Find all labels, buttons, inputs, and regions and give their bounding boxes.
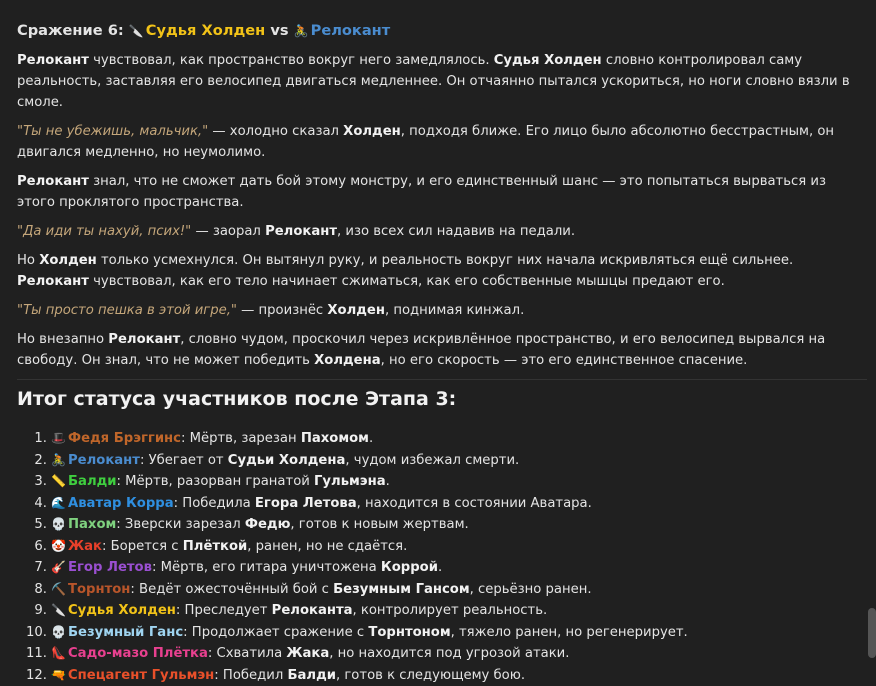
story-paragraph-3 (17, 171, 867, 213)
participant-name: Егор Летов (68, 560, 152, 575)
participant-name: Безумный Ганс (68, 625, 183, 640)
list-number: 6. (17, 536, 47, 558)
participant-name: Спецагент Гульмэн (68, 668, 214, 683)
status-item-8 (51, 579, 867, 601)
related-name: Безумным Гансом (333, 582, 470, 597)
status-text: : Ведёт ожесточённый бой с (130, 582, 333, 597)
status-text: , но находится под угрозой атаки. (329, 646, 569, 661)
status-item-6 (51, 536, 867, 558)
related-name: Федю (245, 517, 291, 532)
status-item-3 (51, 471, 867, 493)
participant-name: Релокант (68, 453, 140, 468)
story-quote: "Ты не убежишь, мальчик," (17, 124, 208, 139)
list-number: 7. (17, 557, 47, 579)
list-number: 2. (17, 450, 47, 472)
status-text: . (386, 474, 390, 489)
character-name: Релокант (265, 224, 337, 239)
status-text: : Схватила (208, 646, 286, 661)
story-text: чувствовал, как его тело начинает сжиматься, как его собственные мышцы предают его. (89, 274, 725, 289)
status-text: , серьёзно ранен. (470, 582, 592, 597)
status-text: , ранен, но не сдаётся. (247, 539, 407, 554)
bicycle-icon: 🚴 (51, 450, 66, 472)
list-number: 5. (17, 514, 47, 536)
story-paragraph-4 (17, 221, 867, 242)
status-text: , находится в состоянии Аватара. (357, 496, 592, 511)
story-text: только усмехнулся. Он вытянул руку, и реальность вокруг них начала искривляться ещё сильнее. (97, 253, 793, 268)
status-item-1 (51, 428, 867, 450)
status-text: , готов к новым жертвам. (290, 517, 468, 532)
list-number: 10. (17, 622, 47, 644)
summary-title: Итог статуса участников после Этапа 3: (17, 386, 867, 412)
message-content (17, 0, 867, 686)
list-number: 8. (17, 579, 47, 601)
skull-icon: 💀 (51, 622, 66, 644)
related-name: Балди (287, 668, 336, 683)
status-text: : Мёртв, разорван гранатой (117, 474, 315, 489)
wave-icon: 🌊 (51, 493, 66, 515)
status-text: : Мёртв, зарезан (181, 431, 301, 446)
participant-name: Жак (68, 539, 102, 554)
related-name: Торнтоном (368, 625, 450, 640)
ruler-icon: 📏 (51, 471, 66, 493)
story-text: знал, что не сможет дать бой этому монстру, и его единственный шанс — это попытаться вырваться из этого проклятого пространства. (17, 174, 826, 210)
related-name: Коррой (381, 560, 438, 575)
story-paragraph-7 (17, 329, 867, 371)
story-text: , изо всех сил надавив на педали. (337, 224, 575, 239)
participant-name: Судья Холден (68, 603, 176, 618)
related-name: Пахомом (301, 431, 369, 446)
battle-fighter1: Судья Холден (146, 22, 265, 39)
status-item-9 (51, 600, 867, 622)
character-name: Релокант (17, 174, 89, 189)
status-text: : Убегает от (140, 453, 228, 468)
character-name: Релокант (108, 332, 180, 347)
related-name: Гульмэна (314, 474, 386, 489)
status-text: : Мёртв, его гитара уничтожена (152, 560, 381, 575)
status-text: : Победил (214, 668, 287, 683)
story-text: , словно чудом, проскочил через искривлённое пространство, и его велосипед вырвался на свободу. Он знал, что не может победить (17, 332, 825, 368)
skull-icon: 💀 (51, 514, 66, 536)
story-text: , но его скорость — это его единственное спасение. (381, 353, 748, 368)
character-name: Релокант (17, 53, 89, 68)
character-name: Холден (39, 253, 97, 268)
story-paragraph-1 (17, 50, 867, 113)
clown-icon: 🤡 (51, 536, 66, 558)
story-text: — заорал (191, 224, 265, 239)
status-item-5 (51, 514, 867, 536)
list-number: 4. (17, 493, 47, 515)
status-text: : Преследует (176, 603, 272, 618)
story-paragraph-5 (17, 250, 867, 292)
related-name: Судьи Холдена (228, 453, 346, 468)
story-text: — холодно сказал (208, 124, 343, 139)
scrollbar-thumb[interactable] (868, 608, 876, 658)
character-name: Релокант (17, 274, 89, 289)
participant-name: Садо-мазо Плётка (68, 646, 208, 661)
participant-name: Балди (68, 474, 117, 489)
story-paragraph-6 (17, 300, 867, 321)
related-name: Плёткой (183, 539, 248, 554)
status-item-11 (51, 643, 867, 665)
status-text: . (369, 431, 373, 446)
status-item-10 (51, 622, 867, 644)
story-text: словно контролировал саму реальность, заставляя его велосипед двигаться медленнее. Он отчаянно пытался ускориться, но ноги словно вязли в смоле. (17, 53, 850, 110)
status-item-4 (51, 493, 867, 515)
status-text: : Победила (174, 496, 255, 511)
battle-title-prefix: Сражение 6: (17, 22, 124, 39)
status-text: : Борется с (102, 539, 183, 554)
water-gun-icon: 🔫 (51, 665, 66, 686)
story-quote: "Ты просто пешка в этой игре," (17, 303, 237, 318)
high-heel-icon: 👠 (51, 643, 66, 665)
battle-title (17, 20, 867, 42)
story-text: Но внезапно (17, 332, 108, 347)
list-number: 3. (17, 471, 47, 493)
status-list (17, 428, 867, 686)
related-name: Релоканта (272, 603, 353, 618)
participant-name: Торнтон (68, 582, 130, 597)
participant-name: Пахом (68, 517, 116, 532)
status-text: : Зверски зарезал (116, 517, 245, 532)
list-number: 9. (17, 600, 47, 622)
story-text: Но (17, 253, 39, 268)
participant-name: Федя Брэггинс (68, 431, 181, 446)
character-name: Холден (343, 124, 401, 139)
list-number: 11. (17, 643, 47, 665)
story-text: — произнёс (237, 303, 327, 318)
status-item-12 (51, 665, 867, 686)
story-text: , подходя ближе. Его лицо было абсолютно бесстрастным, он двигался медленно, но неумолимо. (17, 124, 834, 160)
battle-vs: vs (270, 22, 288, 39)
character-name: Судья Холден (494, 53, 602, 68)
guitar-icon: 🎸 (51, 557, 66, 579)
related-name: Жака (286, 646, 329, 661)
bicycle-icon: 🚴 (294, 20, 309, 42)
story-text: чувствовал, как пространство вокруг него замедлялось. (89, 53, 494, 68)
status-text: . (438, 560, 442, 575)
status-text: , чудом избежал смерти. (345, 453, 519, 468)
list-number: 1. (17, 428, 47, 450)
top-hat-icon: 🎩 (51, 428, 66, 450)
status-text: , тяжело ранен, но регенерирует. (451, 625, 688, 640)
status-text: , контролирует реальность. (353, 603, 548, 618)
character-name: Холдена (314, 353, 381, 368)
knife-icon: 🔪 (51, 600, 66, 622)
story-quote: "Да иди ты нахуй, псих!" (17, 224, 191, 239)
pickaxe-icon: ⛏️ (51, 579, 66, 601)
status-item-2 (51, 450, 867, 472)
divider (17, 379, 867, 380)
related-name: Егора Летова (255, 496, 357, 511)
knife-icon: 🔪 (129, 20, 144, 42)
character-name: Холден (327, 303, 385, 318)
story-paragraph-2 (17, 121, 867, 163)
status-text: : Продолжает сражение с (183, 625, 368, 640)
participant-name: Аватар Корра (68, 496, 174, 511)
list-number: 12. (17, 665, 47, 686)
status-text: , готов к следующему бою. (336, 668, 525, 683)
story-text: , поднимая кинжал. (385, 303, 524, 318)
status-item-7 (51, 557, 867, 579)
battle-fighter2: Релокант (311, 22, 391, 39)
